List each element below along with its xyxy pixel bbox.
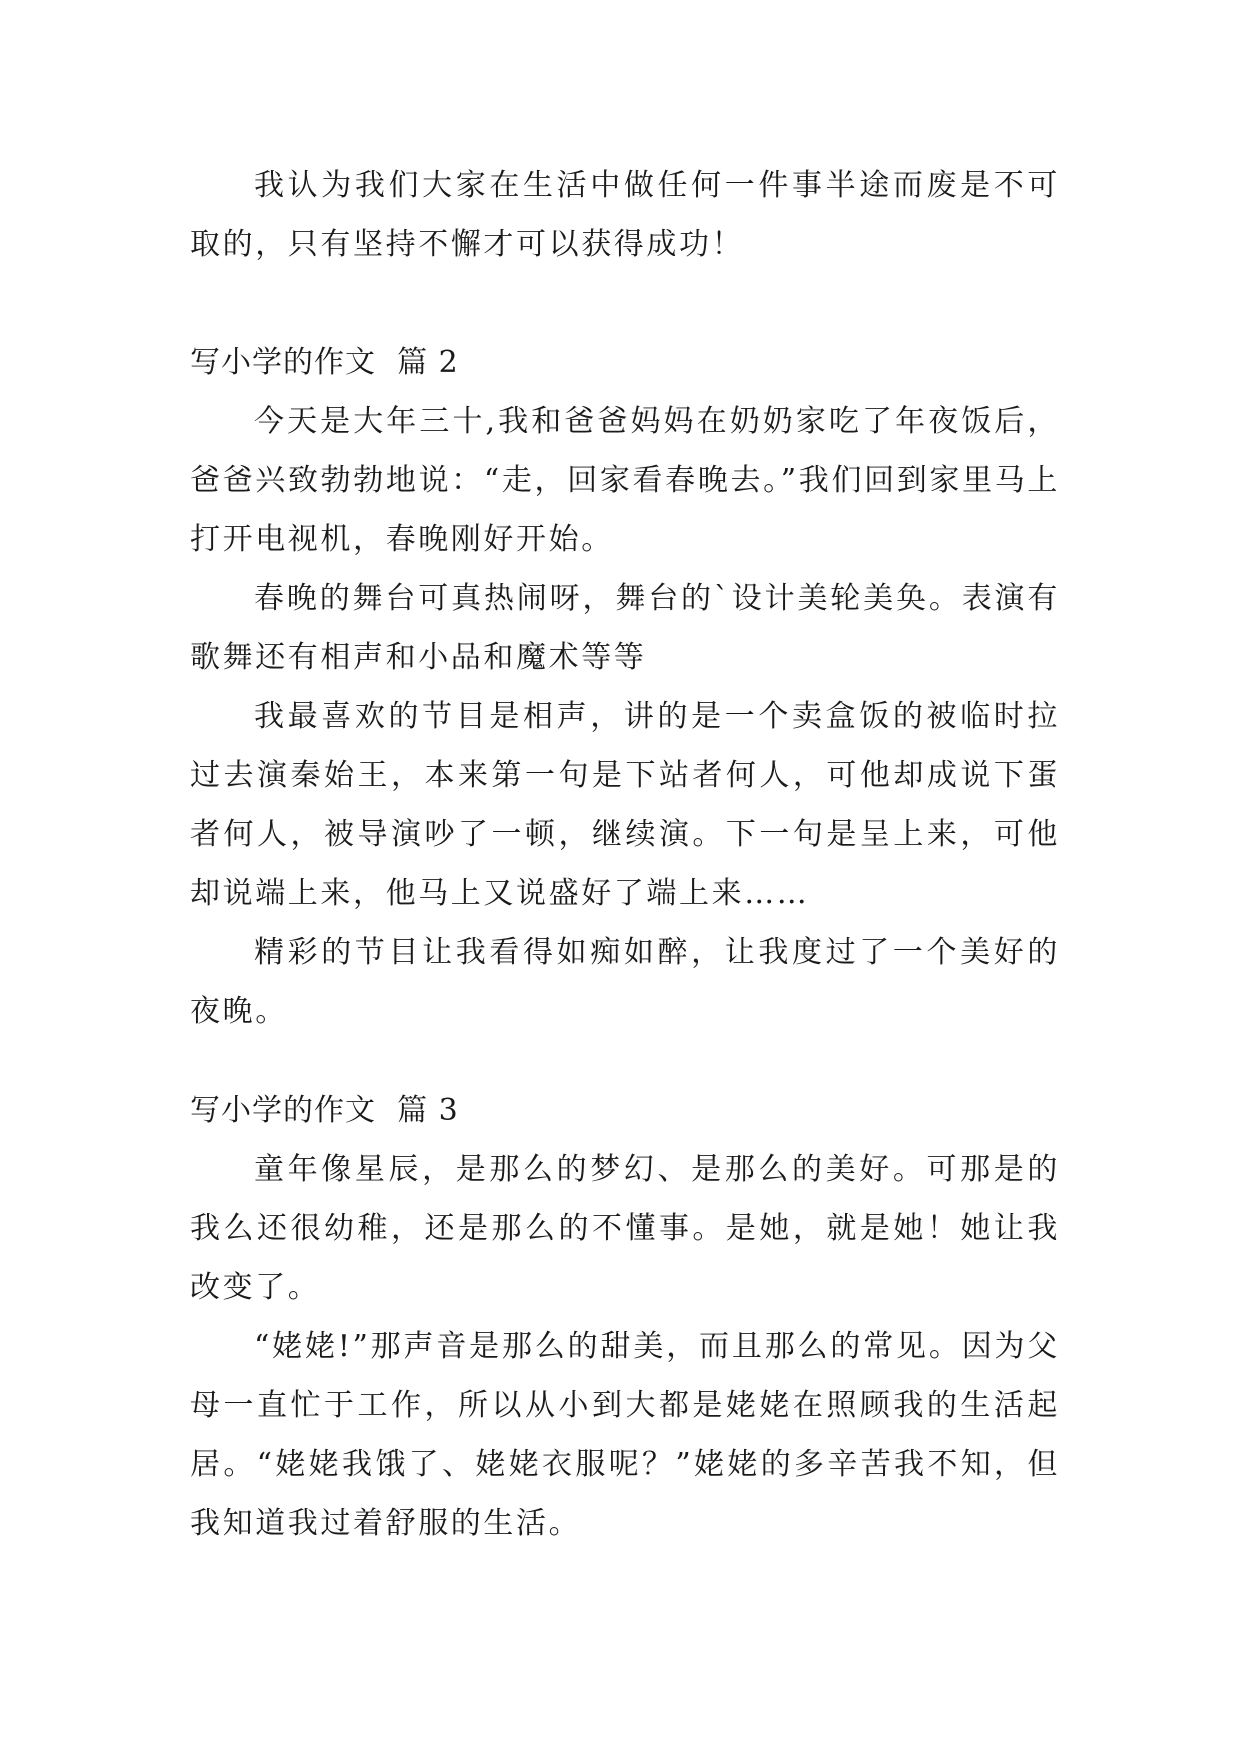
paragraph: 我认为我们大家在生活中做任何一件事半途而废是不可取的，只有坚持不懈才可以获得成功！	[190, 168, 1060, 262]
paragraph: 我最喜欢的节目是相声，讲的是一个卖盒饭的被临时拉过去演秦始王，本来第一句是下站者何人，可他却成说下蛋者何人，被导演吵了一顿，继续演。下一句是呈上来，可他却说端上来，他马上又说盛好了端上来……	[190, 699, 1060, 911]
paragraph: 春晚的舞台可真热闹呀，舞台的`设计美轮美奂。表演有歌舞还有相声和小品和魔术等等	[190, 581, 1060, 675]
essay-continuation	[190, 156, 1060, 274]
paragraph: 今天是大年三十,我和爸爸妈妈在奶奶家吃了年夜饭后，爸爸兴致勃勃地说：“走，回家看春晚去。”我们回到家里马上打开电视机，春晚刚好开始。	[190, 404, 1060, 557]
section-heading: 写小学的作文 篇 2	[190, 345, 459, 380]
paragraph: 童年像星辰，是那么的梦幻、是那么的美好。可那是的我么还很幼稚，还是那么的不懂事。是她，就是她！她让我改变了。	[190, 1152, 1060, 1305]
essay-section-2	[190, 333, 1060, 1041]
paragraph: 精彩的节目让我看得如痴如醉，让我度过了一个美好的夜晚。	[190, 935, 1060, 1029]
essay-section-3	[190, 1081, 1060, 1553]
section-heading: 写小学的作文 篇 3	[190, 1093, 459, 1128]
paragraph: “姥姥!”那声音是那么的甜美，而且那么的常见。因为父母一直忙于工作，所以从小到大都是姥姥在照顾我的生活起居。“姥姥我饿了、姥姥衣服呢？”姥姥的多辛苦我不知，但我知道我过着舒服的生活。	[190, 1329, 1060, 1541]
